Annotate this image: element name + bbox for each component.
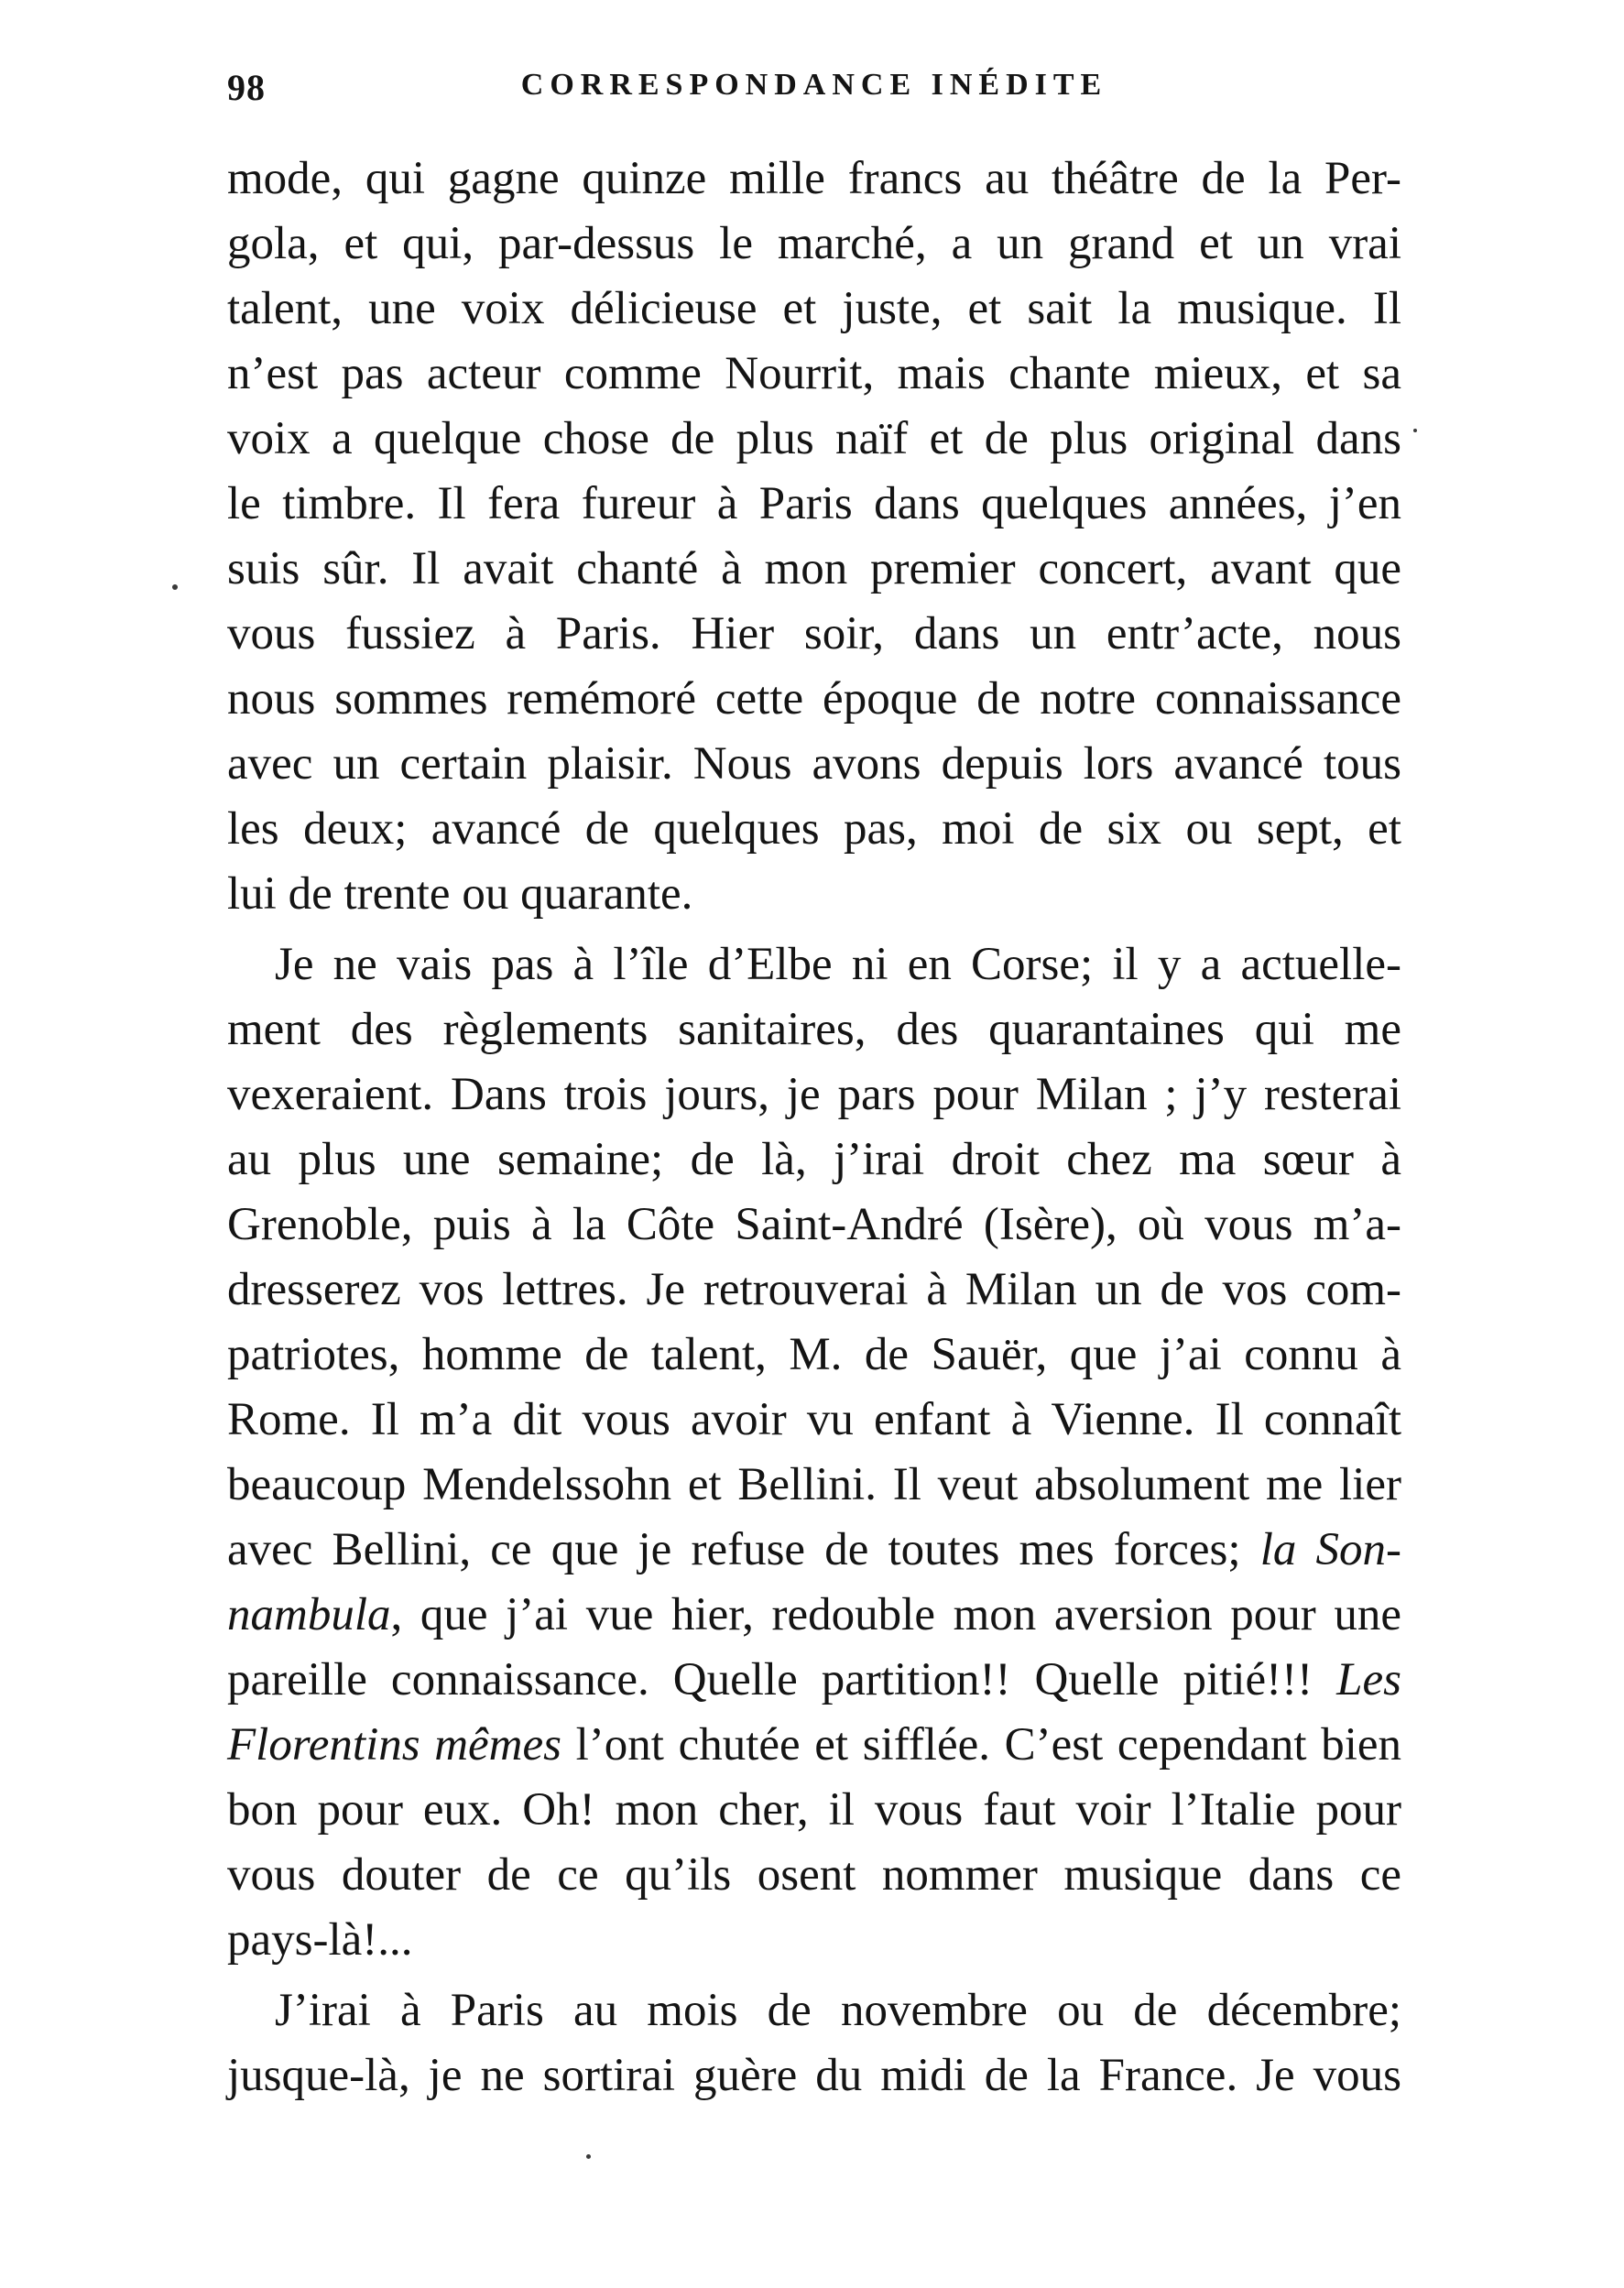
text-line: Florentins mêmes l’ont chutée et sifflée. C’est cependant bien [227,1719,1401,1770]
italic-title: la Son- [1259,1524,1401,1575]
page-header [227,66,1401,121]
text-line: vexeraient. Dans trois jours, je pars pour Milan ; j’y resterai [227,1069,1401,1120]
text-line: Je ne vais pas à l’île d’Elbe ni en Corse; il y a actuelle- [275,939,1401,990]
text-line: bon pour eux. Oh! mon cher, il vous faut voir l’Italie pour [227,1784,1401,1836]
text-line: suis sûr. Il avait chanté à mon premier concert, avant que [227,543,1401,594]
body-text [227,147,1401,2108]
page-number: 98 [227,67,266,108]
text-line: talent, une voix délicieuse et juste, et sait la musique. Il [227,283,1401,334]
text-line: mode, qui gagne quinze mille francs au théâtre de la Per- [227,153,1401,204]
italic-phrase: Florentins mêmes [227,1719,562,1770]
text-line: patriotes, homme de talent, M. de Sauër, que j’ai connu à [227,1329,1401,1380]
paragraph-1 [227,147,1401,927]
text-line: les deux; avancé de quelques pas, moi de six ou sept, et [227,803,1401,855]
paragraph-3 [227,1978,1401,2108]
text-line: au plus une semaine; de là, j’irai droit chez ma sœur à [227,1134,1401,1185]
text-line: avec Bellini, ce que je refuse de toutes mes forces; la Son- [227,1524,1401,1575]
text-line: ment des règlements sanitaires, des quarantaines qui me [227,1004,1401,1055]
text-line: lui de trente ou quarante. [227,868,693,920]
text-line: Rome. Il m’a dit vous avoir vu enfant à Vienne. Il connaît [227,1394,1401,1445]
text-line: J’irai à Paris au mois de novembre ou de décembre; [275,1985,1401,2036]
running-title: CORRESPONDANCE INÉDITE [520,68,1108,102]
italic-phrase: Les [1336,1654,1401,1705]
text-line: beaucoup Mendelssohn et Bellini. Il veut absolument me lier [227,1459,1401,1510]
print-speck [586,2154,591,2159]
text-line: jusque-là, je ne sortirai guère du midi de la France. Je vous [227,2050,1401,2101]
text-line: voix a quelque chose de plus naïf et de plus original dans [227,413,1401,464]
text-line: avec un certain plaisir. Nous avons depuis lors avancé tous [227,738,1401,790]
text-line: vous fussiez à Paris. Hier soir, dans un entr’acte, nous [227,608,1401,659]
text-line: pareille connaissance. Quelle partition!! Quelle pitié!!! Les [227,1654,1401,1705]
italic-title: nambula [227,1589,391,1640]
text-line: nambula, que j’ai vue hier, redouble mon aversion pour une [227,1589,1401,1640]
print-speck [1413,429,1417,432]
text-line: nous sommes remémoré cette époque de notre connaissance [227,673,1401,725]
text-line: gola, et qui, par-dessus le marché, a un grand et un vrai [227,218,1401,269]
text-line: Grenoble, puis à la Côte Saint-André (Isère), où vous m’a- [227,1199,1401,1250]
text-line: vous douter de ce qu’ils osent nommer musique dans ce [227,1849,1401,1901]
print-speck [172,584,178,590]
text-line: le timbre. Il fera fureur à Paris dans quelques années, j’en [227,478,1401,529]
text-line: n’est pas acteur comme Nourrit, mais chante mieux, et sa [227,348,1401,399]
paragraph-2 [227,932,1401,1973]
text-line: dresserez vos lettres. Je retrouverai à Milan un de vos com- [227,1264,1401,1315]
text-line: pays-là!... [227,1914,413,1966]
